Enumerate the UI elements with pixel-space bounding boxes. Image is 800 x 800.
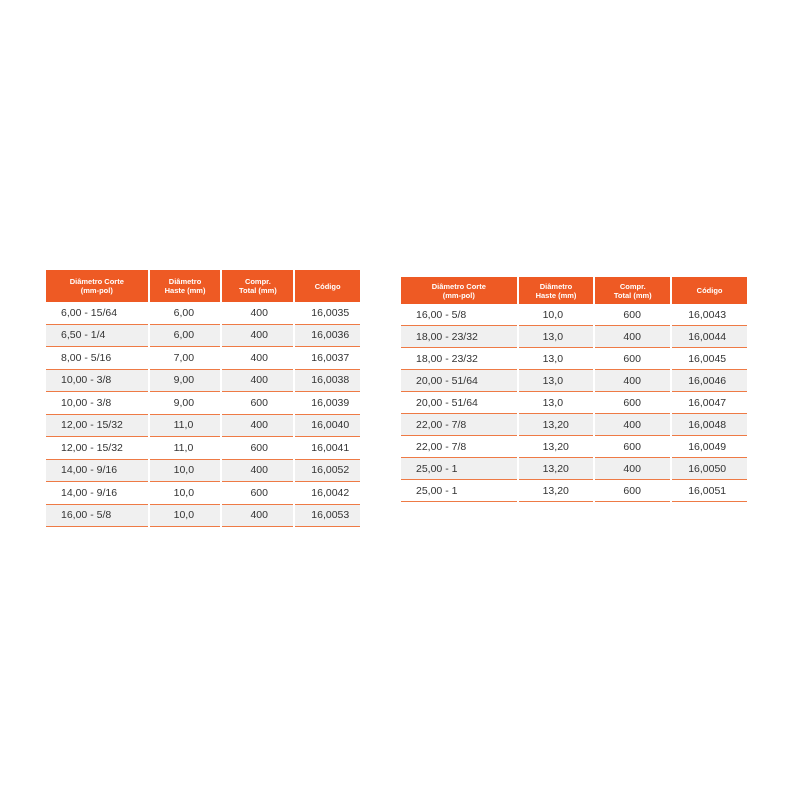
table-row	[401, 304, 747, 326]
table-row	[401, 348, 747, 370]
table-row	[401, 414, 747, 436]
cell-comprimento-total: 400	[222, 347, 293, 370]
table-row	[46, 370, 360, 393]
table-row	[46, 302, 360, 325]
header-diametro-haste: Diâmetro Haste (mm)	[519, 277, 594, 304]
cell-codigo: 16,0037	[295, 347, 360, 370]
cell-comprimento-total: 400	[595, 414, 670, 436]
cell-diametro-corte: 6,50 - 1/4	[46, 325, 148, 348]
cell-diametro-haste: 6,00	[150, 325, 221, 348]
cell-diametro-haste: 9,00	[150, 370, 221, 393]
cell-diametro-corte: 6,00 - 15/64	[46, 302, 148, 325]
cell-diametro-haste: 13,20	[519, 414, 594, 436]
header-row	[46, 270, 360, 302]
cell-codigo: 16,0038	[295, 370, 360, 393]
header-codigo: Código	[295, 270, 360, 302]
header-codigo: Código	[672, 277, 747, 304]
cell-comprimento-total: 600	[222, 482, 293, 505]
cell-diametro-haste: 7,00	[150, 347, 221, 370]
cell-codigo: 16,0042	[295, 482, 360, 505]
cell-diametro-corte: 12,00 - 15/32	[46, 415, 148, 438]
cell-comprimento-total: 400	[222, 505, 293, 528]
cell-codigo: 16,0040	[295, 415, 360, 438]
header-diametro-corte: Diâmetro Corte (mm-pol)	[46, 270, 148, 302]
cell-diametro-corte: 25,00 - 1	[401, 458, 517, 480]
cell-diametro-corte: 16,00 - 5/8	[46, 505, 148, 528]
cell-codigo: 16,0047	[672, 392, 747, 414]
cell-codigo: 16,0053	[295, 505, 360, 528]
cell-diametro-corte: 16,00 - 5/8	[401, 304, 517, 326]
cell-codigo: 16,0050	[672, 458, 747, 480]
cell-comprimento-total: 400	[222, 302, 293, 325]
cell-comprimento-total: 400	[595, 370, 670, 392]
cell-codigo: 16,0044	[672, 326, 747, 348]
cell-diametro-haste: 13,0	[519, 326, 594, 348]
cell-comprimento-total: 400	[222, 325, 293, 348]
cell-diametro-haste: 11,0	[150, 415, 221, 438]
table-row	[46, 482, 360, 505]
table-row	[46, 392, 360, 415]
header-comprimento-total: Compr. Total (mm)	[595, 277, 670, 304]
cell-codigo: 16,0049	[672, 436, 747, 458]
cell-comprimento-total: 600	[595, 304, 670, 326]
table-row	[401, 370, 747, 392]
table-row	[401, 392, 747, 414]
header-diametro-corte: Diâmetro Corte (mm-pol)	[401, 277, 517, 304]
cell-diametro-haste: 6,00	[150, 302, 221, 325]
cell-diametro-haste: 13,0	[519, 370, 594, 392]
cell-comprimento-total: 400	[222, 370, 293, 393]
cell-diametro-haste: 10,0	[150, 505, 221, 528]
cell-diametro-haste: 9,00	[150, 392, 221, 415]
cell-diametro-haste: 11,0	[150, 437, 221, 460]
cell-diametro-corte: 25,00 - 1	[401, 480, 517, 502]
cell-diametro-corte: 22,00 - 7/8	[401, 414, 517, 436]
cell-codigo: 16,0048	[672, 414, 747, 436]
header-diametro-haste: Diâmetro Haste (mm)	[150, 270, 221, 302]
table-row	[46, 325, 360, 348]
cell-diametro-haste: 10,0	[150, 482, 221, 505]
cell-codigo: 16,0039	[295, 392, 360, 415]
cell-codigo: 16,0036	[295, 325, 360, 348]
cell-diametro-corte: 18,00 - 23/32	[401, 348, 517, 370]
cell-diametro-corte: 14,00 - 9/16	[46, 460, 148, 483]
cell-codigo: 16,0041	[295, 437, 360, 460]
cell-diametro-corte: 20,00 - 51/64	[401, 392, 517, 414]
table-row	[46, 460, 360, 483]
table-row	[401, 326, 747, 348]
cell-codigo: 16,0035	[295, 302, 360, 325]
table-row	[401, 436, 747, 458]
table-row	[401, 480, 747, 502]
cell-comprimento-total: 600	[222, 392, 293, 415]
header-comprimento-total: Compr. Total (mm)	[222, 270, 293, 302]
cell-comprimento-total: 600	[222, 437, 293, 460]
cell-diametro-haste: 10,0	[150, 460, 221, 483]
cell-diametro-corte: 10,00 - 3/8	[46, 392, 148, 415]
cell-diametro-corte: 14,00 - 9/16	[46, 482, 148, 505]
cell-comprimento-total: 400	[222, 415, 293, 438]
cell-diametro-haste: 10,0	[519, 304, 594, 326]
table-row	[46, 415, 360, 438]
cell-codigo: 16,0046	[672, 370, 747, 392]
cell-comprimento-total: 400	[595, 458, 670, 480]
cell-diametro-haste: 13,0	[519, 392, 594, 414]
cell-diametro-corte: 20,00 - 51/64	[401, 370, 517, 392]
cell-comprimento-total: 600	[595, 480, 670, 502]
spec-table-left	[44, 270, 362, 527]
cell-comprimento-total: 600	[595, 348, 670, 370]
table-row	[46, 347, 360, 370]
cell-comprimento-total: 400	[222, 460, 293, 483]
table-row	[401, 458, 747, 480]
header-row	[401, 277, 747, 304]
cell-diametro-haste: 13,20	[519, 480, 594, 502]
cell-diametro-corte: 12,00 - 15/32	[46, 437, 148, 460]
cell-diametro-haste: 13,20	[519, 458, 594, 480]
cell-comprimento-total: 600	[595, 392, 670, 414]
cell-diametro-corte: 22,00 - 7/8	[401, 436, 517, 458]
table-row	[46, 437, 360, 460]
spec-table-right	[399, 277, 749, 502]
cell-codigo: 16,0051	[672, 480, 747, 502]
cell-diametro-corte: 10,00 - 3/8	[46, 370, 148, 393]
cell-codigo: 16,0043	[672, 304, 747, 326]
cell-diametro-corte: 18,00 - 23/32	[401, 326, 517, 348]
cell-diametro-haste: 13,0	[519, 348, 594, 370]
cell-codigo: 16,0045	[672, 348, 747, 370]
cell-diametro-corte: 8,00 - 5/16	[46, 347, 148, 370]
cell-comprimento-total: 600	[595, 436, 670, 458]
cell-codigo: 16,0052	[295, 460, 360, 483]
cell-comprimento-total: 400	[595, 326, 670, 348]
cell-diametro-haste: 13,20	[519, 436, 594, 458]
table-row	[46, 505, 360, 528]
